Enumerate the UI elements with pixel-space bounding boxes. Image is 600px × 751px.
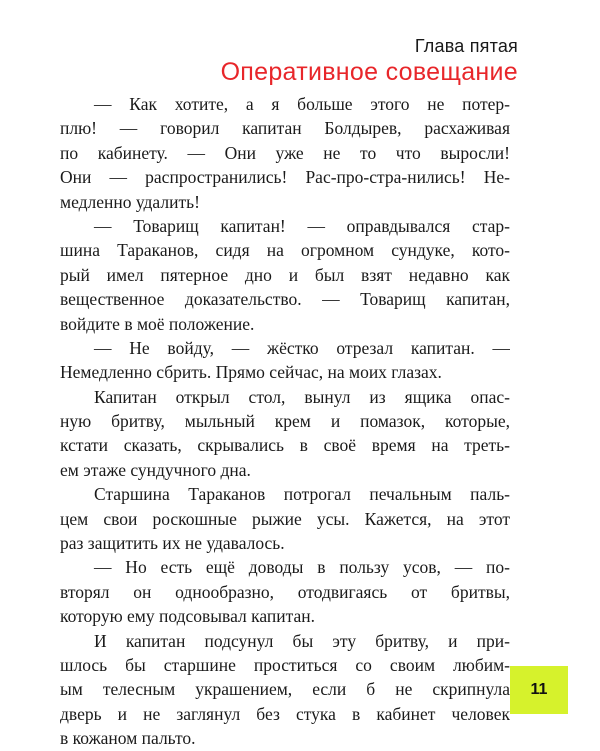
page-number: 11 <box>530 681 548 698</box>
text-line: — Не войду, — жёстко отрезал капитан. — <box>94 337 510 358</box>
text-line: ную бритву, мыльный крем и помазок, которые, <box>60 411 510 432</box>
text-line: плю! — говорил капитан Болдырев, расхаживая <box>60 118 510 139</box>
text-line: Они — распространились! Рас-про-стра-нились! Не- <box>60 167 510 188</box>
text-line: раз защитить их не удавалось. <box>60 533 285 554</box>
text-line: цем свои роскошные рыжие усы. Кажется, на этот <box>60 508 510 529</box>
text-line: Капитан открыл стол, вынул из ящика опас- <box>94 386 510 407</box>
text-line: медленно удалить! <box>60 191 200 212</box>
text-line: шлось бы старшине проститься со своим любим- <box>60 654 510 675</box>
text-line: шина Тараканов, сидя на огромном сундуке, кото- <box>60 240 510 261</box>
text-line: дверь и не заглянул без стука в кабинет человек <box>60 703 510 724</box>
text-line: войдите в моё положение. <box>60 313 255 334</box>
text-line: Старшина Тараканов потрогал печальным паль- <box>94 484 510 505</box>
text-line: — Товарищ капитан! — оправдывался стар- <box>94 215 510 236</box>
text-line: — Как хотите, а я больше этого не потер- <box>94 94 510 114</box>
text-line: по кабинету. — Они уже не то что выросли! <box>60 142 510 163</box>
chapter-title: Оперативное совещание <box>220 58 518 86</box>
text-line: вещественное доказательство. — Товарищ капитан, <box>60 289 510 310</box>
text-line: Немедленно сбрить. Прямо сейчас, на моих глазах. <box>60 362 442 383</box>
text-line: которую ему подсовывал капитан. <box>60 606 315 627</box>
body-text <box>60 92 510 751</box>
text-line: ем этаже сундучного дна. <box>60 459 251 480</box>
text-line: — Но есть ещё доводы в пользу усов, — по- <box>94 557 510 578</box>
text-line: рый имел пятерное дно и был взят недавно как <box>60 264 510 285</box>
text-line: кстати сказать, скрывались в своё время на треть- <box>60 435 510 456</box>
chapter-label: Глава пятая <box>414 36 518 56</box>
text-line: вторял он однообразно, отодвигаясь от бритвы, <box>60 581 510 602</box>
text-line: ым телесным украшением, если б не скрипнула <box>60 679 510 700</box>
text-line: в кожаном пальто. <box>60 728 196 749</box>
text-line: И капитан подсунул бы эту бритву, и при- <box>94 630 510 651</box>
page-number-badge <box>510 666 568 714</box>
